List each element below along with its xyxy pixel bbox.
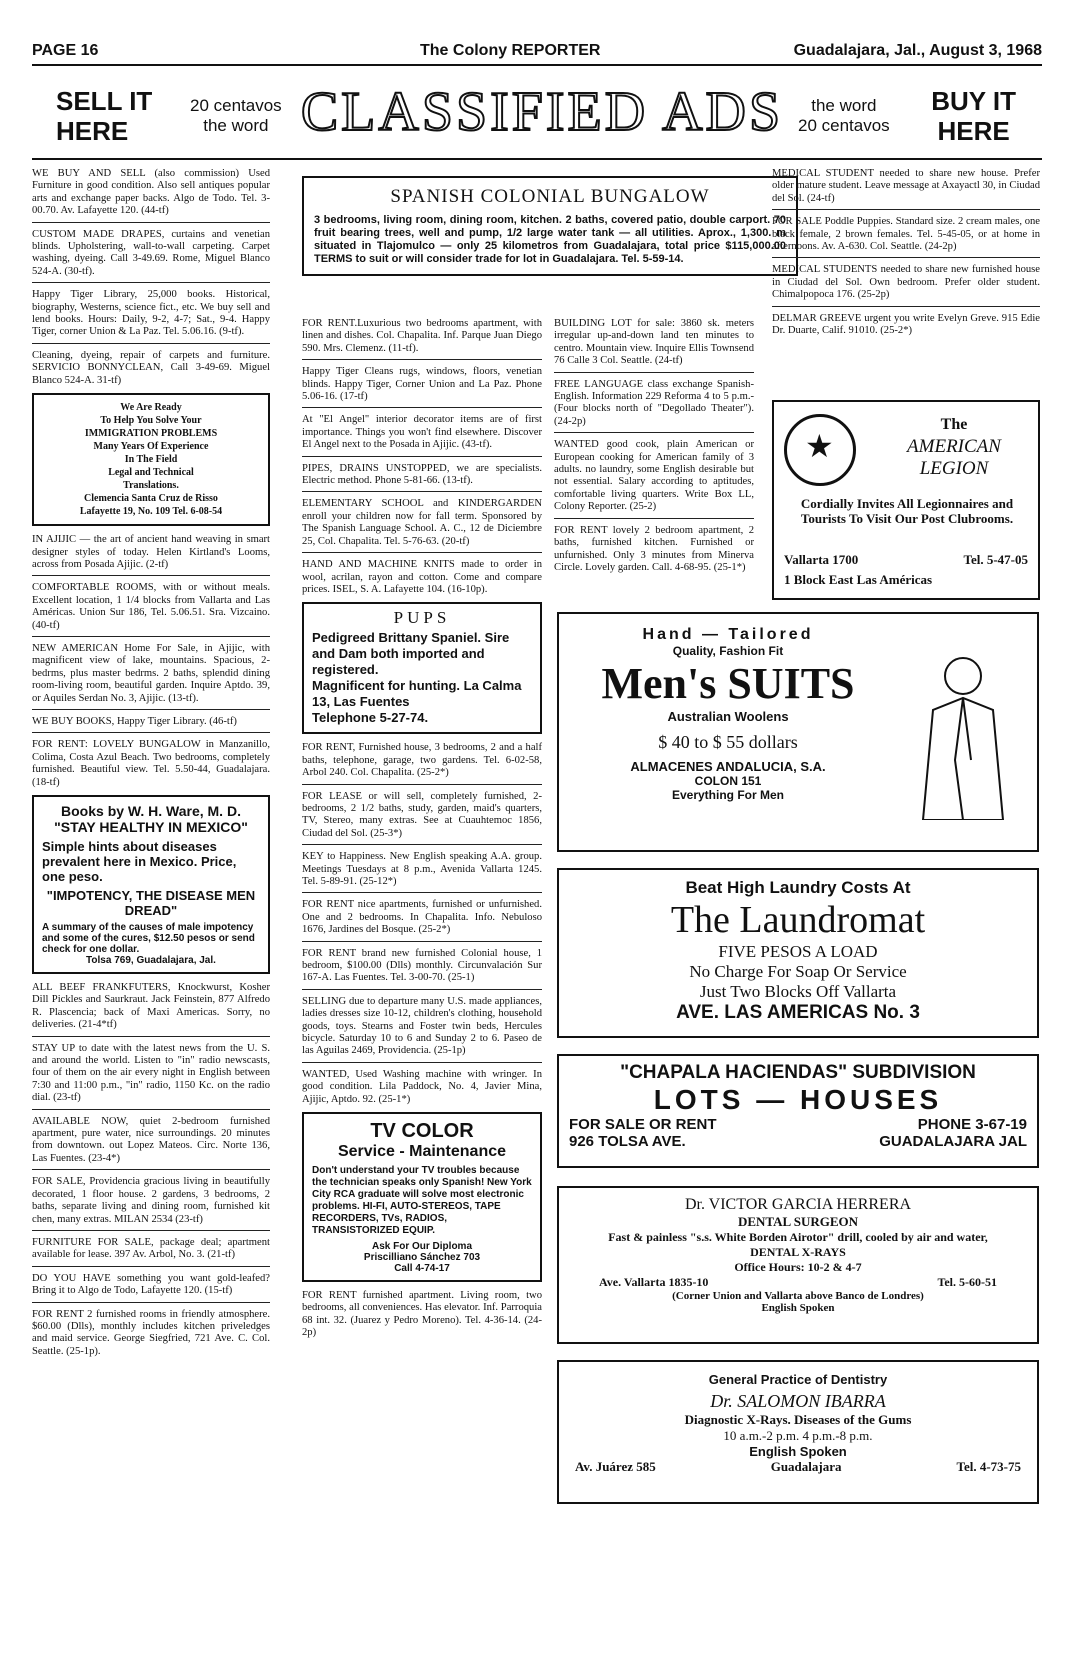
classified-ad: Happy Tiger Library, 25,000 books. Historical, biography, Westerns, science fict., etc. We buy sell and lend books. Hours: Daily, 9-2, 4-7; Sat., 9-4. Happy Tiger, corner Union & La Paz. Tel. 5.06.16. (9-tf). <box>32 289 270 344</box>
classified-ad: FOR SALE Poddle Puppies. Standard size. 2 cream males, one black female, 2 brown females. Tel. 5-45-05, or at home in afternoons. Av. A-630. Col. Seattle. (24-2p) <box>772 216 1040 258</box>
classified-ad: FOR RENT brand new furnished Colonial house, 1 bedroom, $100.00 (Dlls) monthly. Circunvalación Sur 167-A. Las Fuentes. Tel. 3-00-70. (25-1) <box>302 948 542 990</box>
classified-title: CLASSIFIED ADS <box>300 81 784 143</box>
classified-ad: Cleaning, dyeing, repair of carpets and furniture. SERVICIO BONNYCLEAN, Call 3-49-69. Miguel Blanco 524-A. 31-tf) <box>32 349 270 386</box>
rate-right: the word 20 centavos <box>798 96 890 135</box>
dentist-ibarra-ad: General Practice of Dentistry Dr. SALOMON IBARRA Diagnostic X-Rays. Diseases of the Gums 10 a.m.-2 p.m. 4 p.m.-8 p.m. English Spoken Av. Juárez 585 Guadalajara Tel. 4-73-75 <box>557 1360 1039 1504</box>
classified-ad: FOR RENT nice apartments, furnished or unfurnished. One and 2 bedrooms. In Chapalita. Info. Nebuloso 1676, Jardines del Bosque. (25-2*) <box>302 899 542 941</box>
classified-ad: FOR LEASE or will sell, completely furnished, 2-bedrooms, 2 1/2 baths, study, garden, maid's quarters, TV, Stereo, many extras. See at Cuauhtemoc 1856, Ciudad del Sol. (25-3*) <box>302 791 542 846</box>
classified-ad: FOR SALE, Providencia gracious living in beautifully decorated, 1 floor house. 2 gardens, 3 bedrooms, 2 baths, separate living and dining room, furnished kit chen, many extras. MILAN 2534 (23-tf) <box>32 1176 270 1231</box>
classified-ad: WE BUY BOOKS, Happy Tiger Library. (46-tf) <box>32 716 270 733</box>
classified-ad: FURNITURE FOR SALE, package deal; apartment available for lease. 397 Av. Arbol, No. 3. (21-tf) <box>32 1237 270 1267</box>
rate-left: 20 centavos the word <box>190 96 282 135</box>
classified-ad: HAND AND MACHINE KNITS made to order in wool, acrilan, rayon and cotton. Come and compare prices. ISEL, S. A. Lafayette 104. (16-10p). <box>302 559 542 595</box>
column-1 <box>32 168 270 1364</box>
classified-ad: At "El Angel" interior decorator items are of first importance. Things you won't find elsewhere. Discover El Angel next to the Posada in Ajijic. (43-tf). <box>302 414 542 456</box>
suited-man-icon <box>903 650 1023 820</box>
legion-emblem-icon <box>784 414 856 486</box>
laundromat-ad: Beat High Laundry Costs At The Laundromat FIVE PESOS A LOAD No Charge For Soap Or Service Just Two Blocks Off Vallarta AVE. LAS AMERICAS No. 3 <box>557 868 1039 1038</box>
classified-ad: DO YOU HAVE something you want gold-leafed? Bring it to Algo de Todo, Lafayette 120. (15-tf) <box>32 1273 270 1303</box>
newspaper-name: The Colony REPORTER <box>420 42 601 59</box>
classified-ad: ELEMENTARY SCHOOL and KINDERGARDEN enroll your children now for fall term. Sponsored by The Spanish Language School. A. C., 12 de Diciembre 25, Col. Chapalita. Tel. 5-76-63. (20-tf) <box>302 498 542 553</box>
buy-it-label: BUY IT HERE <box>931 86 1016 146</box>
classified-ad: FOR RENT lovely 2 bedroom apartment, 2 baths, furnished kitchen. Furnished or unfurnished. Only 3 minutes from Minerva Circle. Lovely garden. Call. 4-68-95. (25-1*) <box>554 524 754 573</box>
bungalow-ad <box>302 176 798 276</box>
sell-it-label: SELL IT HERE <box>56 86 153 146</box>
classified-ad: WANTED, Used Washing machine with wringer. In good condition. Lila Paddock, No. 4, Javier Mina, Ajijic, Aptdo. 92. (25-1*) <box>302 1068 542 1105</box>
classified-ad: COMFORTABLE ROOMS, with or without meals. Excellent location, 1 1/4 blocks from Vallarta and Las Américas. Union Sur 186, Tel. 5.06.51. Sra. Vizcaino. (40-tf) <box>32 582 270 637</box>
classified-ad: STAY UP to date with the latest news from the U. S. and around the world. Listen to "in" radio newscasts, four of them on the air every night in English between 7:30 and 11:00 p.m., "in" radio, 1150 Kc. on the radio dial. (23-tf) <box>32 1043 270 1110</box>
pups-ad: PUPS Pedigreed Brittany Spaniel. Sire and Dam both imported and registered. Magnificent for hunting. La Calma 13, Las Fuentes Telephone 5-27-74. <box>302 602 542 734</box>
classified-ad: IN AJIJIC — the art of ancient hand weaving in smart designer styles of today. Helen Kirtland's Looms, across from Posada Ajijic. (2-tf) <box>32 534 270 576</box>
column-2 <box>302 318 542 1346</box>
classified-ad: KEY to Happiness. New English speaking A.A. group. Meetings Tuesdays at 8 p.m., Avenida Vallarta 1245. Tel. 5-89-91. (25-12*) <box>302 851 542 893</box>
classified-ad: WANTED good cook, plain American or European cooking for American family of 3 adults. no laundry, some English desirable but not essential. Salary according to aptitudes, comfortable living quarters. Write Box LL, Colony Reporter. (25-2) <box>554 439 754 518</box>
classified-ad: AVAILABLE NOW, quiet 2-bedroom furnished apartment, pure water, nice surroundings. 20 minutes from downtown. out Lopez Mateos. Circ. Norte 136, Las Fuentes. (23-4*) <box>32 1116 270 1171</box>
classified-ad: BUILDING LOT for sale: 3860 sk. meters irregular up-and-down land ten minutes to centro. Mountain view. Inquire Ellis Townsend 76 Calle 3 Col. Seattle. (24-tf) <box>554 318 754 373</box>
page-number: PAGE 16 <box>32 42 99 59</box>
classified-ad: WE BUY AND SELL (also commission) Used Furniture in good condition. Also sell antiques popular arts and exchange paper backs. Algo de Todo. Tel. 3-00.70. Av. Lafayette 120. (44-tf) <box>32 168 270 223</box>
classified-ad: CUSTOM MADE DRAPES, curtains and venetian blinds. Upholstering, wall-to-wall carpeting. Carpet washing, dyeing. Call 3-49.69. Rome, Miguel Blanco 524-A. (30-tf). <box>32 229 270 284</box>
classified-ad: FOR RENT, Furnished house, 3 bedrooms, 2 and a half baths, telephone, garage, two gardens. Tel. 6-02-58, Arbol 240. Col. Chapalita. (25-2*) <box>302 742 542 784</box>
bungalow-desc: 3 bedrooms, living room, dining room, kitchen. 2 baths, covered patio, double carport. 70 fruit bearing trees, well and pump, 1/2 large water tank — all utilities. Aprox., 1,300. m situated in Tlajomulco — only 25 kilometros from Guadalajara, total price $115,000.00 TERMS to suit or will consider trade for lot in Guadalajara. Tel. 5-59-14. <box>314 214 786 265</box>
classified-ad: ALL BEEF FRANKFUTERS, Knockwurst, Kosher Dill Pickles and Saurkraut. Jack Feinstein, 877 Alfredo R. Plascencia; back of Maxi Americas. Sorry, no deliveries. (21-4*tf) <box>32 982 270 1037</box>
classified-ad: Happy Tiger Cleans rugs, windows, floors, venetian blinds. Happy Tiger, Corner Union and La Paz. Phone 5.06-16. (17-tf) <box>302 366 542 408</box>
classified-ad: FOR RENT.Luxurious two bedrooms apartment, with linen and dishes. Col. Chapalita. Inf. Parque Juan Diego 590. Mrs. Clemenz. (11-tf). <box>302 318 542 360</box>
column-3 <box>554 318 754 580</box>
classified-ad: SELLING due to departure many U.S. made appliances, ladies dresses size 10-12, children's clothing, household goods, toys. Stearns and Foster twin beds, Hercules bicycle. Saturday 10 to 6 and Sunday 2 to 6. Paseo de las Aguilas 2469, Providencia. (25-1p) <box>302 996 542 1063</box>
classified-ad: FREE LANGUAGE class exchange Spanish-English. Information 229 Reforma 4 to 5 p.m.- (Four blocks north of "Degollado Theater"). (24-2p) <box>554 379 754 434</box>
bungalow-title: SPANISH COLONIAL BUNGALOW <box>390 186 710 207</box>
classified-ad: MEDICAL STUDENTS needed to share new furnished house in Ciudad del Sol. Own bedroom. Prefer older student. Chimalpopoca 176. (25-2p) <box>772 264 1040 306</box>
classified-ad: PIPES, DRAINS UNSTOPPED, we are specialists. Electric method. Phone 5-81-66. (13-tf). <box>302 463 542 493</box>
classified-ad: MEDICAL STUDENT needed to share new house. Prefer older mature student. Leave message at Axayactl 30, in Ciudad del Sol. (24-tf) <box>772 168 1040 210</box>
classified-ad: DELMAR GREEVE urgent you write Evelyn Greve. 915 Edie Dr. Duarte, Calif. 91010. (25-2*) <box>772 312 1040 337</box>
classified-ad: NEW AMERICAN Home For Sale, in Ajijic, with magnificent view of lake, mountains. Spacious, 2-bedrms, plus master bedrms. 2 baths, splendid dining room-living room, beautiful garden. Inquire Aptdo. 39, or Aquiles Serdan No. 3, Ajijic. (13-tf). <box>32 643 270 710</box>
classified-banner <box>32 74 1042 160</box>
ware-books-ad: Books by W. H. Ware, M. D. "STAY HEALTHY IN MEXICO" Simple hints about diseases prevalent here in Mexico. Price, one peso. "IMPOTENCY, THE DISEASE MEN DREAD" A summary of the causes of male impotency and some of the cures, $12.50 pesos or send check for one dollar. Tolsa 769, Guadalajara, Jal. <box>32 795 270 974</box>
chapala-haciendas-ad: "CHAPALA HACIENDAS" SUBDIVISION LOTS — HOUSES FOR SALE OR RENT PHONE 3-67-19 926 TOLSA AVE. GUADALAJARA JAL <box>557 1054 1039 1168</box>
classified-ad: FOR RENT furnished apartment. Living room, two bedrooms, all conveniences. Has elevator. Inf. Parroquia 68 int. 32. (Juarez y Pedro Moreno). Tel. 4-36-14. (24-2p) <box>302 1290 542 1339</box>
column-4 <box>772 168 1040 343</box>
dateline: Guadalajara, Jal., August 3, 1968 <box>793 42 1042 59</box>
tv-service-ad: TV COLOR Service - Maintenance Don't understand your TV troubles because the technician speaks only Spanish! New York City RCA graduate will solve most electronic problems. HI-FI, AUTO-STEREOS, TAPE RECORDERS, TVs, RADIOS, TRANSISTORIZED EQUIP. Ask For Our Diploma Priscilliano Sánchez 703 Call 4-74-17 <box>302 1112 542 1282</box>
classified-ad: FOR RENT: LOVELY BUNGALOW in Manzanillo, Colima, Costa Azul Beach. Two bedrooms, completely furnished. Beautiful view. Tel. 5.50-44, Guadalajara. (18-tf) <box>32 739 270 788</box>
page-header <box>32 36 1042 66</box>
american-legion-ad: ★ The AMERICAN LEGION Cordially Invites All Legionnaires and Tourists To Visit Our Post Clubrooms. Vallarta 1700 Tel. 5-47-05 1 Block East Las Américas <box>772 400 1040 600</box>
immigration-ad: We Are Ready To Help You Solve Your IMMIGRATION PROBLEMS Many Years Of Experience In The Field Legal and Technical Translations. Clemencia Santa Cruz de Risso Lafayette 19, No. 109 Tel. 6-08-54 <box>32 393 270 526</box>
classified-ad: FOR RENT 2 furnished rooms in friendly atmosphere. $60.00 (Dlls), monthly includes kitchen priveledges and maid service. George Siegfried, 721 Ave. C. Col. Seattle. (25-1p). <box>32 1308 270 1357</box>
dentist-garcia-ad: Dr. VICTOR GARCIA HERRERA DENTAL SURGEON Fast & painless "s.s. White Borden Airotor" drill, cooled by air and water, DENTAL X-RAYS Office Hours: 10-2 & 4-7 Ave. Vallarta 1835-10 Tel. 5-60-51 (Corner Union and Vallarta above Banco de Londres) English Spoken <box>557 1186 1039 1344</box>
mens-suits-ad: Hand — Tailored Quality, Fashion Fit Men's SUITS Australian Woolens $ 40 to $ 55 dollars ALMACENES ANDALUCIA, S.A. COLON 151 Everything For Men <box>557 612 1039 852</box>
